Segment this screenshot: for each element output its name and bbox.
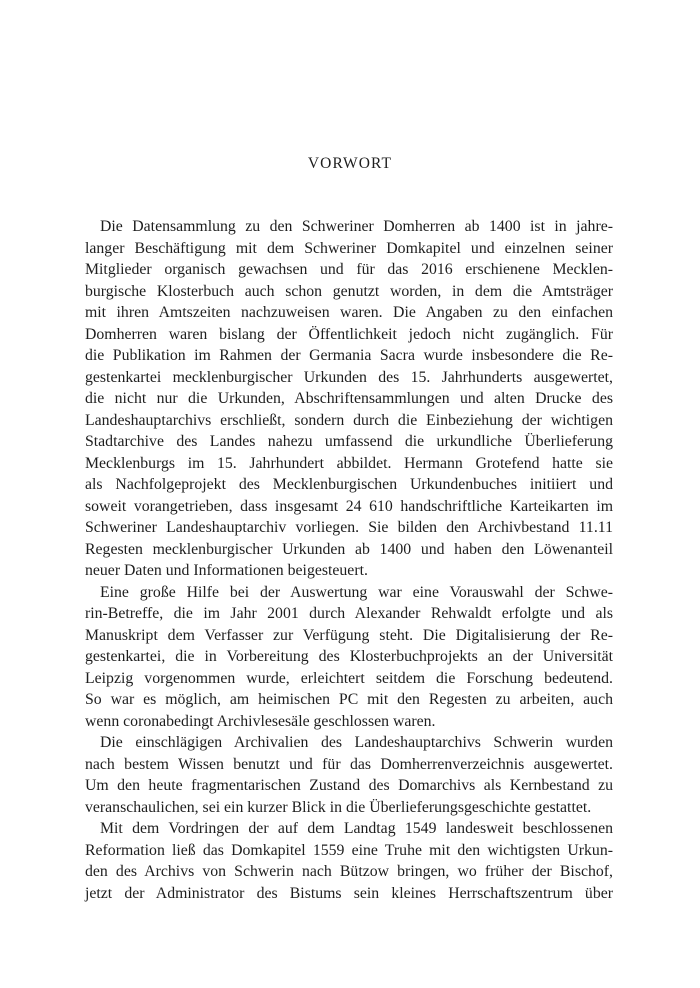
paragraph	[85, 216, 613, 582]
text-line: jetzt der Administrator des Bistums sein kleines Herrschaftszentrum über	[85, 884, 613, 902]
text-line: Schweriner Landeshauptarchiv vorliegen. Sie bilden den Archivbestand 11.11	[85, 519, 613, 536]
text-line: Die einschlägigen Archivalien des Landeshauptarchivs Schwerin wurden	[100, 734, 613, 751]
text-line: Domherren waren bislang der Öffentlichkeit jedoch nicht zugänglich. Für	[85, 325, 613, 343]
text-line: Die Datensammlung zu den Schweriner Domherren ab 1400 ist in jahre-	[100, 218, 613, 235]
text-line: die nicht nur die Urkunden, Abschriftensammlungen und alten Drucke des	[85, 390, 613, 407]
paragraph	[85, 732, 613, 818]
text-line: burgische Klosterbuch auch schon genutzt worden, in dem die Amtsträger	[85, 282, 613, 300]
text-line: Reformation ließ das Domkapitel 1559 eine Truhe mit den wichtigsten Urkun-	[85, 841, 613, 859]
text-line: gestenkartei mecklenburgischer Urkunden des 15. Jahrhunderts ausgewertet,	[85, 368, 613, 386]
text-line: langer Beschäftigung mit dem Schweriner Domkapitel und einzelnen seiner	[85, 239, 613, 257]
text-line: wenn coronabedingt Archivlesesäle geschlossen waren.	[85, 712, 436, 730]
text-line: Eine große Hilfe bei der Auswertung war eine Vorauswahl der Schwe-	[100, 583, 613, 601]
text-line: Mit dem Vordringen der auf dem Landtag 1549 landesweit beschlossenen	[100, 820, 613, 837]
text-line: den des Archivs von Schwerin nach Bützow bringen, wo früher der Bischof,	[85, 863, 613, 880]
text-line: Landeshauptarchivs erschließt, sondern durch die Einbeziehung der wichtigen	[85, 411, 613, 429]
text-line: die Publikation im Rahmen der Germania Sacra wurde insbesondere die Re-	[85, 347, 613, 364]
text-line: gestenkartei, die in Vorbereitung des Klosterbuchprojekts an der Universität	[85, 648, 613, 665]
text-line: soweit vorangetrieben, dass insgesamt 24 610 handschriftliche Karteikarten im	[85, 497, 613, 515]
text-line: Mecklenburgs im 15. Jahrhundert abbildet. Hermann Grotefend hatte sie	[85, 454, 613, 472]
text-line: als Nachfolgeprojekt des Mecklenburgischen Urkundenbuches initiiert und	[85, 476, 613, 493]
paragraph	[85, 582, 613, 733]
text-line: nach bestem Wissen benutzt und für das Domherrenverzeichnis ausgewertet.	[85, 755, 613, 773]
paragraph	[85, 818, 613, 904]
text-line: Manuskript dem Verfasser zur Verfügung steht. Die Digitalisierung der Re-	[85, 626, 613, 644]
text-line: rin-Betreffe, die im Jahr 2001 durch Alexander Rehwaldt erfolgte und als	[85, 605, 613, 622]
text-line: Leipzig vorgenommen wurde, erleichtert seitdem die Forschung bedeutend.	[85, 669, 613, 687]
text-line: Mitglieder organisch gewachsen und für das 2016 erschienene Mecklen-	[85, 261, 613, 278]
text-line: Um den heute fragmentarischen Zustand des Domarchivs als Kernbestand zu	[85, 777, 613, 794]
body-text	[85, 216, 613, 904]
text-line: Regesten mecklenburgischer Urkunden ab 1400 und haben den Löwenanteil	[85, 540, 613, 558]
page-heading: VORWORT	[307, 155, 393, 172]
text-line: veranschaulichen, sei ein kurzer Blick in die Überlieferungsgeschichte gestattet.	[85, 798, 592, 816]
text-line: So war es möglich, am heimischen PC mit den Regesten zu arbeiten, auch	[85, 691, 613, 708]
text-line: Stadtarchive des Landes nahezu umfassend die urkundliche Überlieferung	[85, 433, 613, 450]
text-line: neuer Daten und Informationen beigesteuert.	[85, 562, 368, 579]
text-line: mit ihren Amtszeiten nachzuweisen waren. Die Angaben zu den einfachen	[85, 304, 613, 321]
